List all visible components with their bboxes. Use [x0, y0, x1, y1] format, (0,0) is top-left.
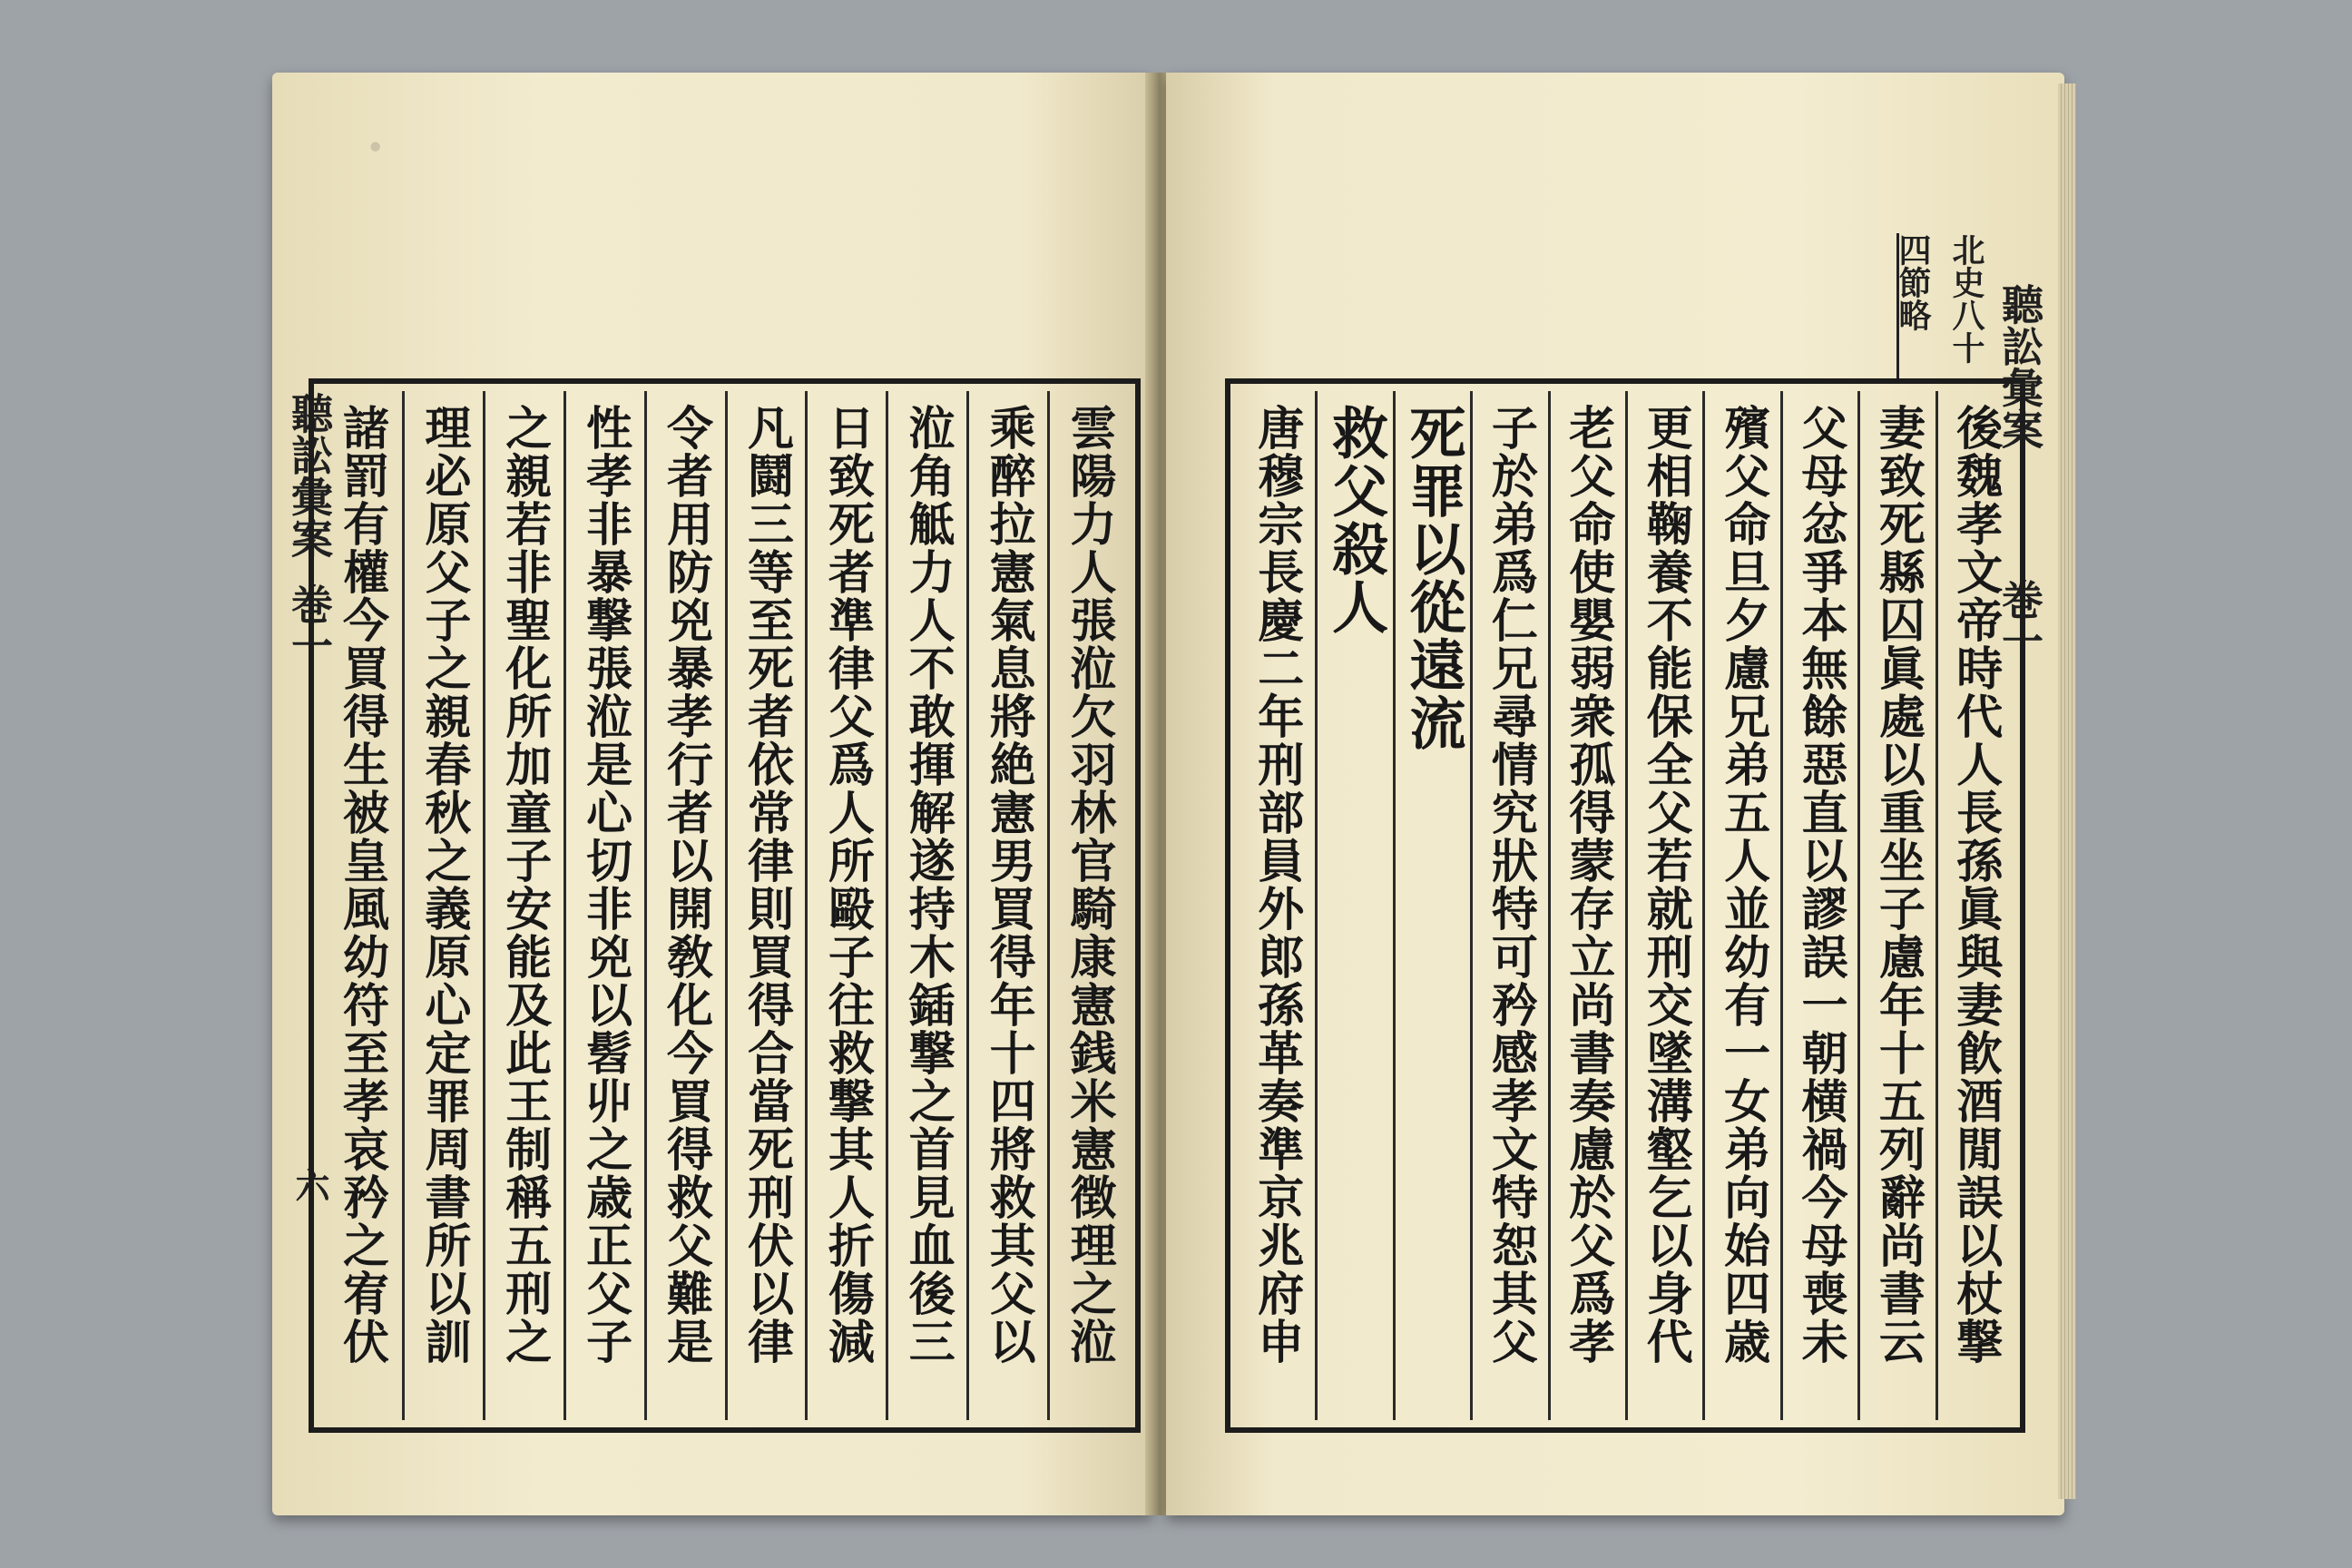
left-column-text: 理必原父子之親春秋之義原心定罪周書所以訓 — [416, 404, 471, 1366]
right-margin-volume: 巻一 — [1995, 578, 2044, 662]
right-column — [1315, 391, 1392, 1420]
left-column — [1047, 391, 1128, 1420]
left-column-text: 日致死者準律父爲人所毆子往救撃其人折傷減 — [819, 404, 875, 1366]
left-page-number: 六 — [289, 1168, 330, 1202]
header-line-1: 北史八十 — [1947, 233, 1985, 364]
left-column-text: 令者用防兇暴孝行者以開敎化今買得救父難是 — [658, 404, 713, 1366]
bleed-through-text: · — [345, 138, 405, 156]
left-margin-title: 聽訟彙案 — [285, 392, 334, 559]
right-column — [1702, 391, 1779, 1420]
left-column — [483, 391, 564, 1420]
right-column-text: 子於弟爲仁兄尋情究狀特可矜感孝文特恕其父 — [1483, 404, 1538, 1366]
right-column — [1780, 391, 1857, 1420]
right-column-text: 更相鞠養不能保全父若就刑交墜溝壑乞以身代 — [1638, 404, 1693, 1366]
right-column-text: 後魏孝文帝時代人長孫眞與妻飮酒閒誤以杖撃 — [1947, 404, 2003, 1366]
right-column-text: 唐穆宗長慶二年刑部員外郎孫革奏準京兆府申 — [1249, 404, 1304, 1366]
left-column — [321, 391, 402, 1420]
left-column-text: 乘醉拉憲氣息將絶憲男買得年十四將救其父以 — [981, 404, 1036, 1366]
left-column — [644, 391, 725, 1420]
left-text-frame — [309, 378, 1141, 1433]
left-column — [886, 391, 966, 1420]
left-column-text: 凡鬪三等至死者依常律則買得合當死刑伏以律 — [739, 404, 794, 1366]
open-book — [272, 56, 2064, 1517]
left-columns — [321, 391, 1128, 1420]
page-edges — [2058, 83, 2076, 1499]
right-column — [1936, 391, 2013, 1420]
right-header — [1894, 233, 1985, 383]
left-column — [805, 391, 886, 1420]
left-margin-volume: 巻一 — [285, 583, 334, 666]
right-margin-title: 聽訟彙案 — [1995, 283, 2044, 450]
right-column — [1238, 391, 1315, 1420]
left-column — [966, 391, 1047, 1420]
left-column-text: 雲陽力人張涖欠羽林官騎康憲銭米憲徴理之涖 — [1062, 404, 1117, 1366]
header-line-2: 四節略 — [1894, 233, 1932, 331]
left-column-text: 涖角觝力人不敢揮解遂持木鍤撃之首見血後三 — [900, 404, 956, 1366]
left-column-text: 之親若非聖化所加童子安能及此王制稱五刑之 — [496, 404, 552, 1366]
right-column-text: 妻致死縣囚眞處以重坐子慮年十五列辭尚書云 — [1870, 404, 1926, 1366]
right-column-text: 死罪以從遠流 — [1400, 404, 1466, 752]
right-text-frame — [1225, 378, 2025, 1433]
right-column — [1857, 391, 1935, 1420]
right-column — [1625, 391, 1702, 1420]
right-column — [1470, 391, 1547, 1420]
right-column-text: 殯父命旦夕慮兄弟五人並幼有一女弟向始四歳 — [1715, 404, 1770, 1366]
left-column — [564, 391, 644, 1420]
right-column-text: 救父殺人 — [1322, 404, 1389, 636]
left-column-text: 性孝非暴撃張涖是心切非兇以髫丱之歳正父子 — [577, 404, 632, 1366]
left-column — [725, 391, 806, 1420]
right-column — [1548, 391, 1625, 1420]
right-column-text: 父母忿爭本無餘惡直以謬誤一朝横禍今母喪未 — [1793, 404, 1847, 1366]
right-column — [1393, 391, 1470, 1420]
left-column-text: 諸罰有權今買得生被皇風幼符至孝哀矜之宥伏 — [334, 404, 389, 1366]
left-column — [402, 391, 483, 1420]
right-columns — [1238, 391, 2013, 1420]
right-column-text: 老父命使嬰弱衆孤得蒙存立尚書奏慮於父爲孝 — [1560, 404, 1615, 1366]
